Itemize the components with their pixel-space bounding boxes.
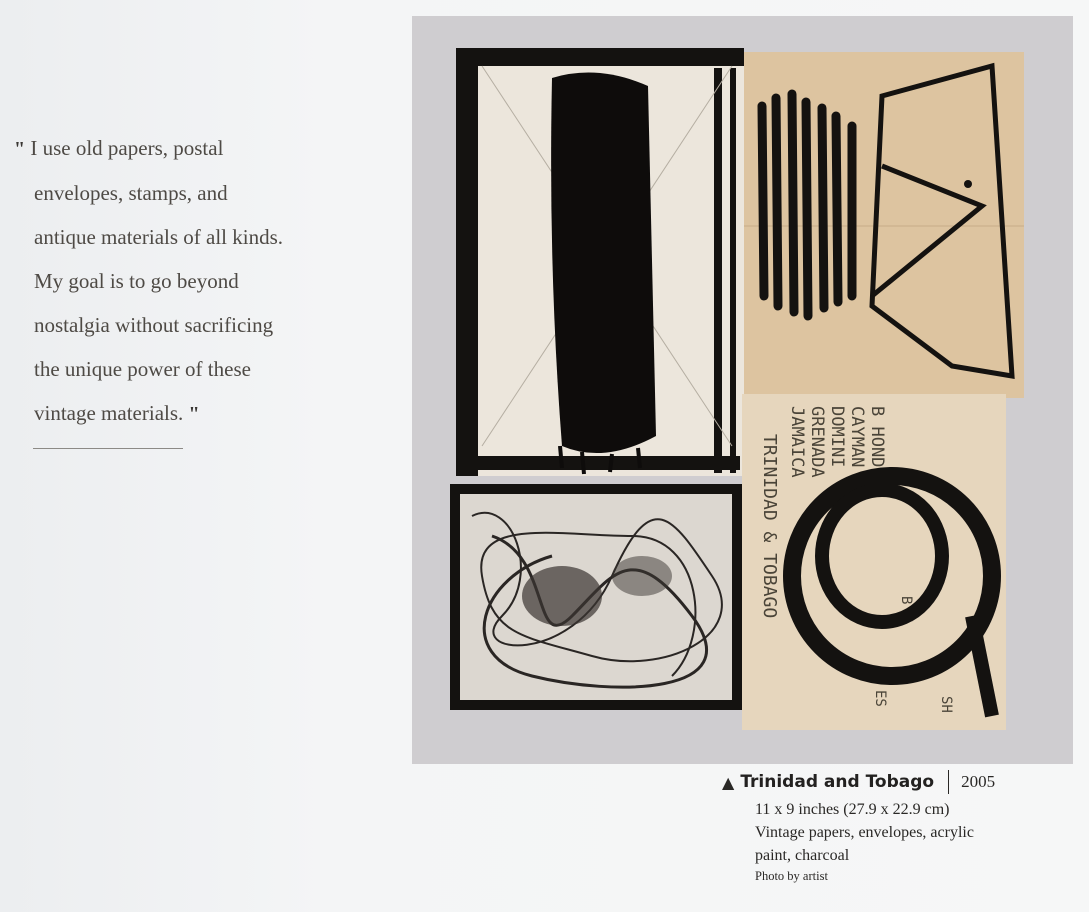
artwork-materials-2: paint, charcoal	[755, 847, 850, 864]
artwork-image	[412, 16, 1073, 764]
panel-top-right	[744, 52, 1024, 398]
quote-line-4: My goal is to go beyond	[34, 269, 239, 293]
artwork-year: 2005	[961, 772, 996, 791]
artwork-dimensions: 11 x 9 inches (27.9 x 22.9 cm)	[755, 801, 950, 818]
envelope-country: TRINIDAD & TOBAGO	[759, 434, 780, 619]
envelope-address-3: DOMINI	[827, 406, 847, 468]
title-separator	[948, 770, 949, 794]
quote-line-7: vintage materials. "	[34, 401, 200, 425]
quote-divider	[33, 448, 183, 449]
quote-line-3: antique materials of all kinds.	[34, 225, 284, 249]
photo-credit: Photo by artist	[755, 869, 828, 883]
quote-line-2: envelopes, stamps, and	[34, 181, 228, 205]
triangle-icon: ▲	[722, 772, 735, 792]
panel-bottom-right	[742, 394, 1006, 730]
quote-line-5: nostalgia without sacrificing	[34, 313, 274, 337]
quote-line-1: " I use old papers, postal	[14, 136, 224, 160]
artist-quote	[14, 126, 344, 436]
envelope-fragment-1: SH	[938, 696, 954, 713]
artwork-collage	[412, 16, 1073, 764]
envelope-fragment-3: B W	[898, 596, 914, 622]
caption-details	[722, 798, 1082, 885]
close-quote-mark: "	[188, 403, 200, 425]
artwork-title: Trinidad and Tobago	[740, 772, 935, 792]
artwork-caption	[722, 768, 1082, 885]
envelope-address-5: JAMAICA	[787, 406, 807, 478]
panel-bottom-left	[450, 484, 742, 710]
quote-line-6: the unique power of these	[34, 357, 251, 381]
envelope-address-2: CAYMAN	[847, 406, 867, 468]
panel-top-left	[456, 48, 744, 476]
caption-title-row	[722, 768, 1082, 796]
open-quote-mark: "	[14, 138, 26, 160]
envelope-address-1: B HONDU	[867, 406, 887, 478]
artwork-materials-1: Vintage papers, envelopes, acrylic	[755, 824, 974, 841]
envelope-fragment-2: ES	[872, 690, 888, 707]
envelope-address-4: GRENADA	[807, 406, 827, 478]
